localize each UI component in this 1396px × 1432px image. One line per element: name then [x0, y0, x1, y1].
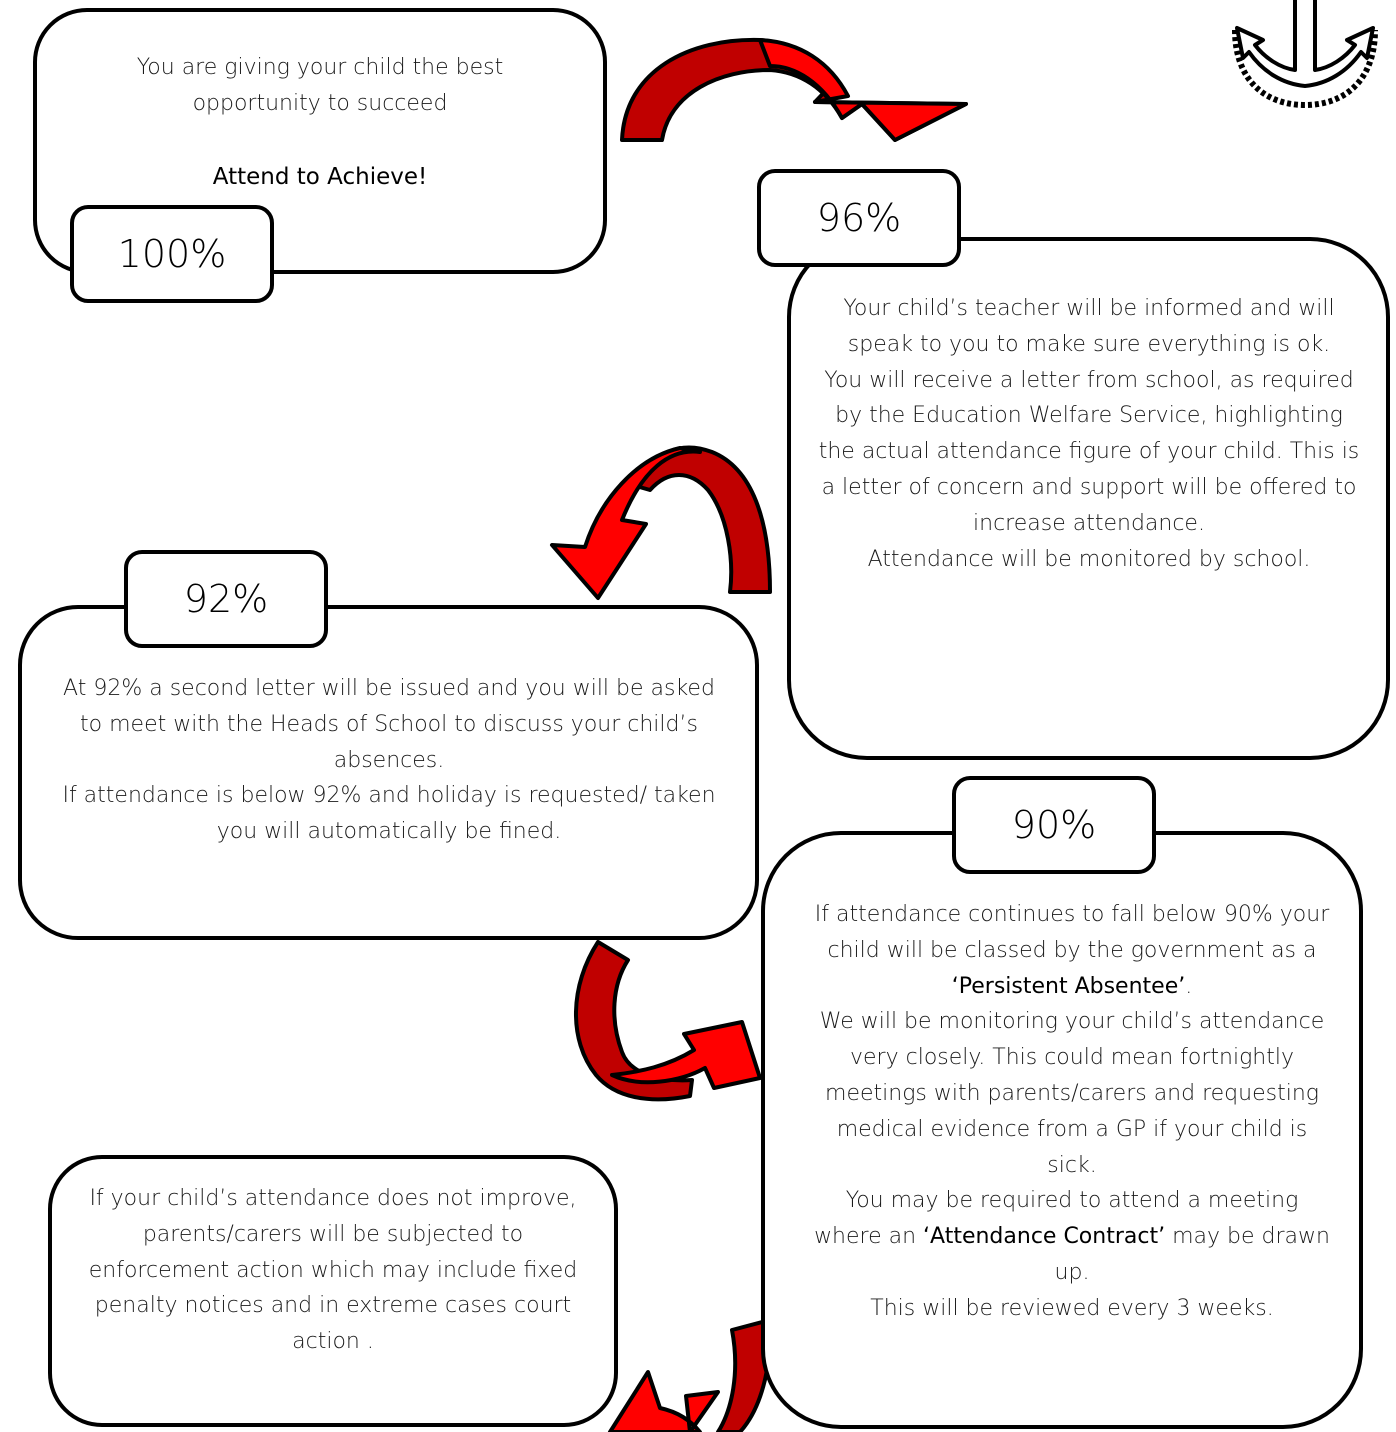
stage-90-p2: We will be monitoring your child’s attendance very closely. This could mean fortnightly meetings with parents/carers and requesting medical evidence from a GP if your child is sick. [819, 1009, 1325, 1178]
arrow-96-to-92 [552, 447, 770, 598]
arrow-90-to-final-head [610, 1372, 718, 1432]
anchor-logo [1225, 0, 1385, 112]
stage-90-p3-a: You may be required to attend a meeting where an [814, 1188, 1299, 1250]
stage-92-label-text: 92% [183, 577, 269, 621]
stage-90-attendance-contract: ‘Attendance Contract’ [923, 1224, 1166, 1250]
arrow-100-to-96-shadow [622, 40, 966, 140]
stage-90-p4: This will be reviewed every 3 weeks. [870, 1295, 1274, 1321]
arrow-100-to-96-head [760, 40, 966, 140]
arrow-92-to-90-shadow [576, 942, 692, 1099]
stage-96-label-text: 96% [816, 196, 902, 240]
stage-90-label [952, 776, 1156, 874]
stage-90-label-text: 90% [1011, 803, 1097, 847]
stage-90-box [761, 831, 1363, 1429]
anchor-body [1237, 0, 1373, 86]
stage-90-persistent-absentee: ‘Persistent Absentee’ [951, 973, 1186, 999]
arrow-100-to-96 [622, 40, 966, 140]
arrow-96-to-92-head [552, 448, 700, 598]
stage-90-p1-a: If attendance continues to fall below 90% your child will be classed by the government as a [814, 902, 1330, 963]
stage-92-p1: At 92% a second letter will be issued and you will be asked to meet with the Heads of School to discuss your child’s absences. [63, 676, 715, 773]
stage-96-p3: Attendance will be monitored by school. [867, 546, 1311, 572]
stage-90-p3-b: may be drawn up. [1054, 1224, 1330, 1285]
arrow-90-to-final [610, 1320, 770, 1432]
arrow-96-to-92-shadow [636, 447, 770, 592]
stage-96-p1: Your child’s teacher will be informed and will speak to you to make sure everything is ok. [843, 296, 1335, 357]
stage-100-line2: opportunity to succeed [192, 90, 448, 116]
stage-96-box [787, 237, 1390, 760]
stage-100-tagline: Attend to Achieve! [212, 163, 428, 190]
stage-100-label [70, 205, 274, 303]
stage-96-label [757, 169, 961, 267]
arrow-92-to-90-head [612, 1022, 760, 1088]
stage-96-p2: You will receive a letter from school, as required by the Education Welfare Service, highlighting the actual attendance figure of your child. This is a letter of concern and support will be offered to increase attendance. [818, 367, 1360, 536]
arrow-92-to-90 [576, 942, 760, 1099]
stage-92-label [124, 550, 328, 648]
stage-90-p3 [809, 1183, 1335, 1290]
stage-90-p1 [809, 897, 1335, 1004]
stage-final-box [48, 1155, 618, 1427]
stage-100-line1: You are giving your child the best [136, 55, 504, 80]
stage-90-p1-b: . [1185, 973, 1193, 999]
stage-92-p2: If attendance is below 92% and holiday is requested/ taken you will automatically be fined. [62, 783, 716, 845]
stage-final-text: If your child’s attendance does not improve, parents/carers will be subjected to enforcement action which may include fixed penalty notices and in extreme cases court action . [88, 1186, 578, 1355]
stage-100-label-text: 100% [117, 232, 227, 276]
stage-92-box [18, 605, 759, 940]
